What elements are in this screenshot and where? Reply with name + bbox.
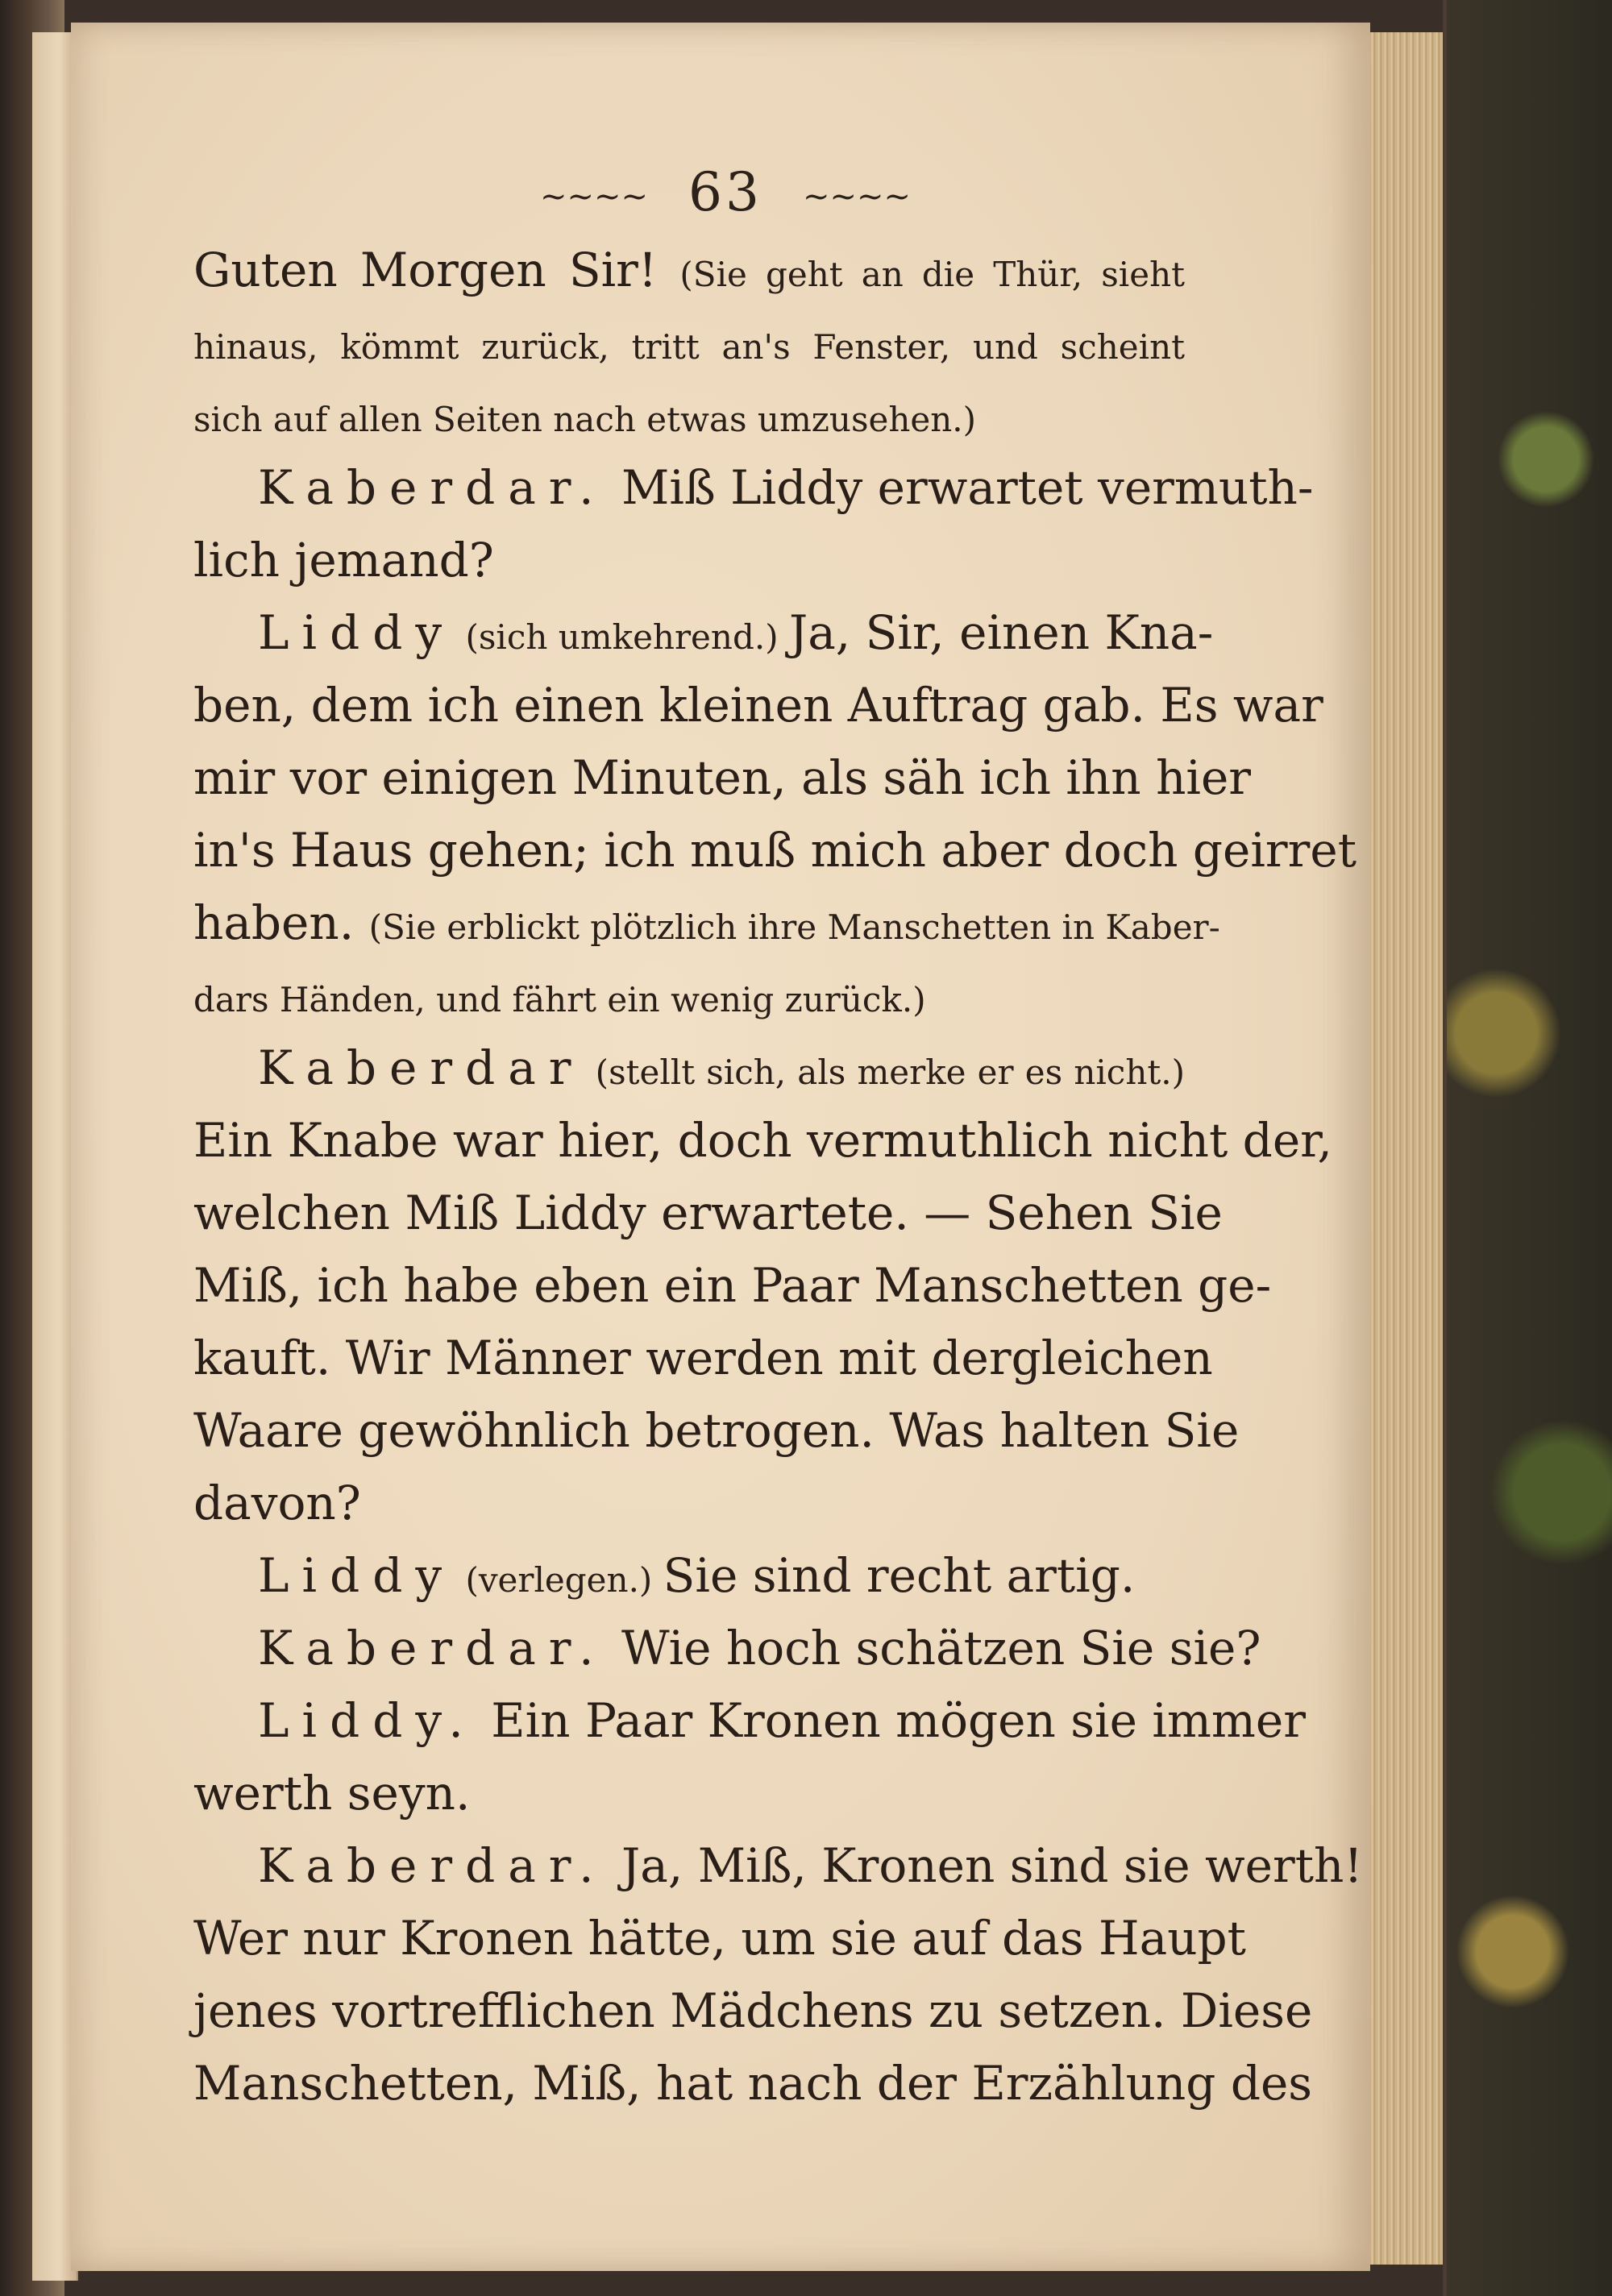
text-line bbox=[193, 451, 1314, 524]
dialogue-text: werth seyn. bbox=[193, 1766, 471, 1821]
dialogue-text: kauft. Wir Männer werden mit dergleichen bbox=[193, 1331, 1213, 1385]
text-line bbox=[193, 959, 1185, 1032]
text-line bbox=[193, 669, 1323, 741]
dialogue-text: Guten Morgen Sir! bbox=[193, 243, 680, 297]
speaker-name: Kaberdar. bbox=[258, 1621, 607, 1675]
text-line bbox=[193, 524, 1185, 596]
text-line bbox=[193, 596, 1214, 669]
stage-direction: (Sie geht an die Thür, sieht bbox=[679, 255, 1186, 294]
dialogue-text: Wer nur Kronen hätte, um sie auf das Haupt bbox=[193, 1911, 1246, 1966]
speaker-name: Kaberdar. bbox=[258, 1838, 607, 1893]
stage-direction: (Sie erblickt plötzlich ihre Manschetten in Kaber- bbox=[368, 907, 1220, 947]
dialogue-text: Ein Paar Kronen mögen sie immer bbox=[476, 1693, 1306, 1748]
dialogue-text: Ein Knabe war hier, doch vermuthlich nicht der, bbox=[193, 1113, 1332, 1168]
header-ornament-left: ~~~~ bbox=[539, 178, 649, 215]
text-line bbox=[193, 741, 1252, 814]
dialogue-text: mir vor einigen Minuten, als säh ich ihn hier bbox=[193, 750, 1252, 805]
text-line bbox=[193, 1249, 1272, 1322]
dialogue-text: welchen Miß Liddy erwartete. — Sehen Sie bbox=[193, 1185, 1223, 1240]
text-line bbox=[193, 306, 1185, 379]
dialogue-text: Miß, ich habe eben ein Paar Manschetten ge- bbox=[193, 1258, 1272, 1313]
speaker-name: Liddy bbox=[258, 605, 455, 660]
text-line bbox=[193, 1032, 1185, 1104]
page-number: 63 bbox=[688, 161, 762, 223]
dialogue-text: Waare gewöhnlich betrogen. Was halten Sie bbox=[193, 1403, 1240, 1458]
dialogue-text: Sie sind recht artig. bbox=[663, 1548, 1136, 1603]
marbled-cover bbox=[1447, 0, 1612, 2296]
text-line bbox=[193, 1539, 1185, 1612]
dialogue-text: Ja, Miß, Kronen sind sie werth! bbox=[606, 1838, 1363, 1893]
header-ornament-right: ~~~~ bbox=[802, 178, 912, 215]
speaker-name: Liddy bbox=[258, 1548, 455, 1603]
stage-direction: (sich umkehrend.) bbox=[455, 617, 789, 657]
dialogue-text: Wie hoch schätzen Sie sie? bbox=[606, 1621, 1261, 1675]
dialogue-text: Ja, Sir, einen Kna- bbox=[788, 605, 1214, 660]
dialogue-text: jenes vortrefflichen Mädchens zu setzen. Diese bbox=[193, 1983, 1313, 2038]
text-line bbox=[193, 1974, 1313, 2047]
dialogue-text: lich jemand? bbox=[193, 533, 494, 587]
stage-direction: sich auf allen Seiten nach etwas umzusehen.) bbox=[193, 400, 977, 439]
text-line bbox=[193, 1104, 1332, 1177]
text-line bbox=[193, 1684, 1306, 1757]
stage-direction: (stellt sich, als merke er es nicht.) bbox=[584, 1053, 1185, 1092]
dialogue-text: davon? bbox=[193, 1476, 361, 1530]
dialogue-text: Manschetten, Miß, hat nach der Erzählung des bbox=[193, 2056, 1313, 2111]
stage-direction: (verlegen.) bbox=[455, 1560, 663, 1600]
text-line bbox=[193, 1467, 1185, 1539]
dialogue-text: Miß Liddy erwartet vermuth- bbox=[606, 460, 1314, 515]
text-line bbox=[193, 1829, 1363, 1902]
speaker-name: Kaberdar. bbox=[258, 460, 607, 515]
speaker-name: Liddy. bbox=[258, 1693, 476, 1748]
page-header bbox=[0, 161, 1451, 223]
stage-direction: hinaus, kömmt zurück, tritt an's Fenster, und scheint bbox=[193, 327, 1185, 367]
speaker-name: Kaberdar bbox=[258, 1040, 584, 1095]
text-line bbox=[193, 1757, 1185, 1829]
text-line bbox=[193, 379, 1185, 451]
page-stack-edge bbox=[1370, 32, 1449, 2265]
dialogue-text: in's Haus gehen; ich muß mich aber doch geirret bbox=[193, 823, 1357, 878]
text-line bbox=[193, 1902, 1246, 1974]
text-line bbox=[193, 1394, 1240, 1467]
stage-direction: dars Händen, und fährt ein wenig zurück.) bbox=[193, 980, 926, 1019]
body-text bbox=[193, 234, 1363, 2120]
text-line bbox=[193, 814, 1357, 886]
text-line bbox=[193, 1177, 1223, 1249]
text-line bbox=[193, 1322, 1213, 1394]
text-line bbox=[193, 234, 1185, 306]
text-line bbox=[193, 886, 1220, 959]
dialogue-text: haben. bbox=[193, 895, 369, 950]
text-line bbox=[193, 2047, 1313, 2120]
text-line bbox=[193, 1612, 1261, 1684]
dialogue-text: ben, dem ich einen kleinen Auftrag gab. Es war bbox=[193, 678, 1323, 733]
